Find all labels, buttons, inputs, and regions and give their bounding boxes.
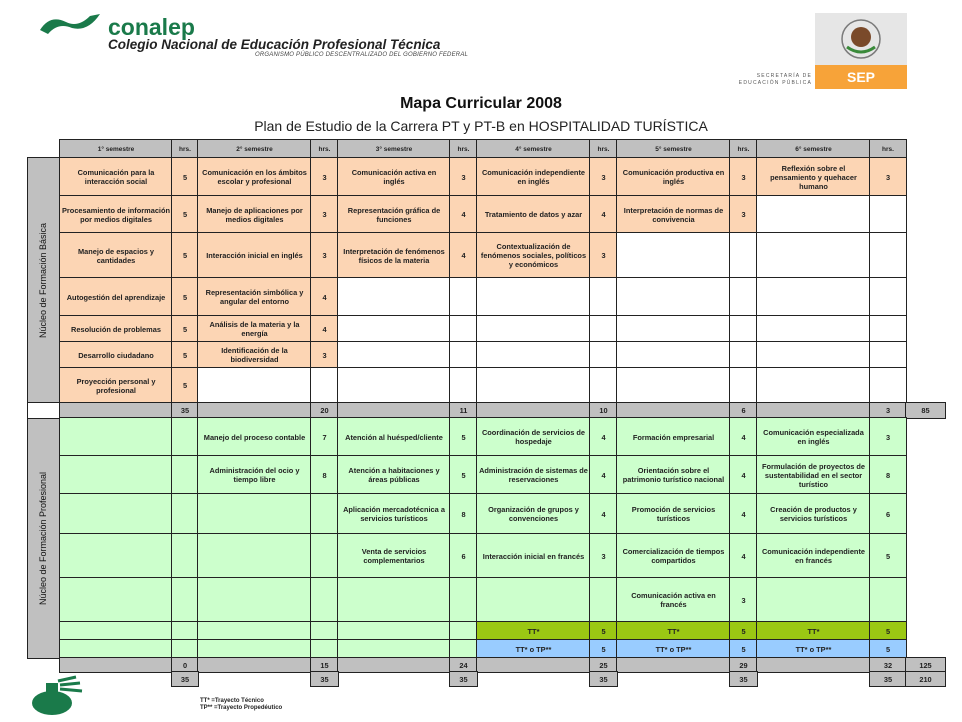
subtotal-spacer <box>477 658 590 672</box>
hours-cell: 5 <box>590 622 617 640</box>
hours-cell: 5 <box>870 534 906 578</box>
hours-cell: 8 <box>450 494 477 534</box>
empty-cell <box>617 316 730 342</box>
subject-cell: Comunicación productiva en inglés <box>617 158 730 196</box>
subtotal-spacer <box>757 658 870 672</box>
legend-tp: TP** =Trayecto Propedéutico <box>200 705 283 711</box>
hrs-header: hrs. <box>870 140 906 158</box>
semester-header: 5° semestre <box>617 140 730 158</box>
hours-cell: 7 <box>311 418 338 456</box>
empty-cell <box>870 578 906 622</box>
empty-cell <box>338 622 450 640</box>
empty-cell <box>870 278 906 316</box>
subject-cell: Administración de sistemas de reservaciones <box>477 456 590 494</box>
empty-cell <box>730 368 757 403</box>
semester-total-hours: 35 <box>450 672 477 686</box>
hours-cell: 3 <box>590 233 617 278</box>
empty-cell <box>172 640 198 658</box>
hours-cell: 5 <box>172 342 198 368</box>
empty-cell <box>311 494 338 534</box>
subject-cell: TT* <box>757 622 870 640</box>
empty-cell <box>450 368 477 403</box>
hours-cell: 5 <box>172 368 198 403</box>
empty-cell <box>60 622 172 640</box>
semester-header: 1° semestre <box>60 140 172 158</box>
empty-cell <box>338 278 450 316</box>
empty-cell <box>60 456 172 494</box>
empty-cell <box>172 456 198 494</box>
empty-cell <box>617 278 730 316</box>
hours-cell: 5 <box>730 640 757 658</box>
empty-cell <box>590 342 617 368</box>
empty-cell <box>870 316 906 342</box>
subject-cell: Representación gráfica de funciones <box>338 196 450 233</box>
subject-cell: Atención a habitaciones y áreas públicas <box>338 456 450 494</box>
subject-cell: Comunicación en los ámbitos escolar y profesional <box>198 158 311 196</box>
empty-cell <box>172 534 198 578</box>
subject-cell: Desarrollo ciudadano <box>60 342 172 368</box>
semester-header: 4° semestre <box>477 140 590 158</box>
hours-cell: 5 <box>450 456 477 494</box>
subject-cell: Manejo del proceso contable <box>198 418 311 456</box>
brand-name: conalep <box>108 14 195 40</box>
national-seal-icon <box>815 13 907 65</box>
hours-cell: 3 <box>730 196 757 233</box>
hours-cell: 3 <box>730 158 757 196</box>
subtotal-hours: 35 <box>172 403 198 418</box>
subject-cell: Resolución de problemas <box>60 316 172 342</box>
empty-cell <box>617 342 730 368</box>
empty-cell <box>757 316 870 342</box>
hours-cell: 5 <box>172 278 198 316</box>
hours-cell: 3 <box>450 158 477 196</box>
empty-cell <box>870 233 906 278</box>
empty-cell <box>590 316 617 342</box>
empty-cell <box>338 316 450 342</box>
empty-cell <box>450 640 477 658</box>
sep-logo: SEP <box>815 65 907 89</box>
hours-cell: 3 <box>590 534 617 578</box>
subtotal-hours: 32 <box>870 658 906 672</box>
empty-cell <box>757 196 870 233</box>
basic-section-label-text: Núcleo de Formación Básica <box>38 222 49 339</box>
hours-cell: 5 <box>590 640 617 658</box>
hours-cell: 4 <box>450 233 477 278</box>
hours-cell: 4 <box>590 418 617 456</box>
empty-cell <box>617 233 730 278</box>
hours-cell: 4 <box>450 196 477 233</box>
empty-cell <box>477 316 590 342</box>
empty-cell <box>450 316 477 342</box>
empty-cell <box>311 622 338 640</box>
subject-cell: Tratamiento de datos y azar <box>477 196 590 233</box>
empty-cell <box>477 578 590 622</box>
hours-cell: 3 <box>870 158 906 196</box>
subject-cell: Venta de servicios complementarios <box>338 534 450 578</box>
subject-cell: Interacción inicial en francés <box>477 534 590 578</box>
hours-cell: 3 <box>730 578 757 622</box>
subject-cell: Análisis de la materia y la energía <box>198 316 311 342</box>
empty-cell <box>338 640 450 658</box>
hrs-header: hrs. <box>311 140 338 158</box>
hours-cell: 6 <box>870 494 906 534</box>
hours-cell: 5 <box>172 196 198 233</box>
subject-cell: Comunicación para la interacción social <box>60 158 172 196</box>
empty-cell <box>198 640 311 658</box>
hours-cell: 3 <box>311 342 338 368</box>
subtotal-hours: 25 <box>590 658 617 672</box>
college-name: Colegio Nacional de Educación Profesional Técnica <box>108 37 441 52</box>
hours-cell: 4 <box>311 278 338 316</box>
page-subtitle: Plan de Estudio de la Carrera PT y PT-B en HOSPITALIDAD TURÍSTICA <box>254 118 708 134</box>
empty-cell <box>477 342 590 368</box>
hours-cell: 5 <box>172 158 198 196</box>
empty-cell <box>757 578 870 622</box>
hours-cell: 4 <box>730 418 757 456</box>
subject-cell: Comunicación activa en inglés <box>338 158 450 196</box>
subject-cell: Interpretación de fenómenos físicos de la materia <box>338 233 450 278</box>
hours-cell: 4 <box>311 316 338 342</box>
semester-header: 3° semestre <box>338 140 450 158</box>
empty-cell <box>730 233 757 278</box>
empty-cell <box>60 494 172 534</box>
empty-cell <box>870 368 906 403</box>
hours-cell: 4 <box>730 494 757 534</box>
subtotal-hours: 3 <box>870 403 906 418</box>
hours-cell: 5 <box>172 233 198 278</box>
subtotal-spacer <box>338 658 450 672</box>
hours-cell: 4 <box>590 494 617 534</box>
empty-cell <box>311 578 338 622</box>
subtotal-hours: 15 <box>311 658 338 672</box>
subject-cell: Coordinación de servicios de hospedaje <box>477 418 590 456</box>
page-title: Mapa Curricular 2008 <box>400 95 562 112</box>
empty-cell <box>590 278 617 316</box>
subtotal-spacer <box>617 403 730 418</box>
hours-cell: 3 <box>870 418 906 456</box>
subject-cell: Interacción inicial en inglés <box>198 233 311 278</box>
hours-cell: 3 <box>311 158 338 196</box>
empty-cell <box>338 368 450 403</box>
hrs-header: hrs. <box>730 140 757 158</box>
subject-cell: TT* o TP** <box>477 640 590 658</box>
subtotal-hours: 11 <box>450 403 477 418</box>
hours-cell: 5 <box>730 622 757 640</box>
empty-cell <box>477 278 590 316</box>
hours-cell: 5 <box>172 316 198 342</box>
subtotal-hours: 24 <box>450 658 477 672</box>
hours-cell: 6 <box>450 534 477 578</box>
empty-cell <box>28 403 60 418</box>
subtotal-spacer <box>60 658 172 672</box>
professional-section-label <box>28 418 60 658</box>
hours-cell: 3 <box>590 158 617 196</box>
subject-cell: Formulación de proyectos de sustentabilidad en el sector turístico <box>757 456 870 494</box>
empty-cell <box>172 494 198 534</box>
empty-cell <box>198 534 311 578</box>
empty-cell <box>198 622 311 640</box>
semester-total-hours: 35 <box>311 672 338 686</box>
semester-total-hours: 35 <box>870 672 906 686</box>
empty-cell <box>311 368 338 403</box>
subject-cell: Organización de grupos y convenciones <box>477 494 590 534</box>
subject-cell: Manejo de aplicaciones por medios digitales <box>198 196 311 233</box>
empty-cell <box>60 640 172 658</box>
hours-cell: 4 <box>590 456 617 494</box>
subject-cell: Identificación de la biodiversidad <box>198 342 311 368</box>
empty-cell <box>172 578 198 622</box>
hours-cell: 8 <box>870 456 906 494</box>
subtotal-spacer <box>60 403 172 418</box>
hours-cell: 5 <box>870 622 906 640</box>
empty-cell <box>730 278 757 316</box>
conalep-logo-icon <box>38 10 104 38</box>
hrs-header: hrs. <box>450 140 477 158</box>
semester-header: 2° semestre <box>198 140 311 158</box>
hours-cell: 4 <box>590 196 617 233</box>
empty-cell <box>590 578 617 622</box>
empty-cell <box>198 578 311 622</box>
empty-cell <box>730 342 757 368</box>
hours-cell: 8 <box>311 456 338 494</box>
grand-total-hours: 210 <box>906 672 945 686</box>
hours-cell: 5 <box>450 418 477 456</box>
subject-cell: Manejo de espacios y cantidades <box>60 233 172 278</box>
subject-cell: Aplicación mercadotécnica a servicios turísticos <box>338 494 450 534</box>
secretaria-line1: SECRETARÍA DE <box>756 73 812 79</box>
subject-cell: Formación empresarial <box>617 418 730 456</box>
organism-text: ORGANISMO PÚBLICO DESCENTRALIZADO DEL GOBIERNO FEDERAL <box>255 52 469 58</box>
subject-cell: Comunicación independiente en inglés <box>477 158 590 196</box>
empty-cell <box>870 196 906 233</box>
empty-cell <box>198 368 311 403</box>
semester-total-hours: 35 <box>590 672 617 686</box>
subtotal-hours: 6 <box>730 403 757 418</box>
professional-total-hours: 125 <box>906 658 945 672</box>
empty-cell <box>450 278 477 316</box>
subject-cell: Promoción de servicios turísticos <box>617 494 730 534</box>
hours-cell: 3 <box>311 196 338 233</box>
empty-cell <box>870 342 906 368</box>
legend <box>200 698 282 712</box>
subtotal-spacer <box>617 658 730 672</box>
conalep-emblem-icon <box>30 675 85 717</box>
subtotal-spacer <box>477 403 590 418</box>
subject-cell: Autogestión del aprendizaje <box>60 278 172 316</box>
empty-cell <box>172 622 198 640</box>
hrs-header: hrs. <box>590 140 617 158</box>
semester-header: 6° semestre <box>757 140 870 158</box>
subject-cell: TT* o TP** <box>757 640 870 658</box>
hours-cell: 4 <box>730 456 757 494</box>
empty-cell <box>757 368 870 403</box>
subtotal-spacer <box>198 403 311 418</box>
subject-cell: Orientación sobre el patrimonio turístico nacional <box>617 456 730 494</box>
semester-total-hours: 35 <box>172 672 198 686</box>
empty-cell <box>590 368 617 403</box>
empty-cell <box>617 368 730 403</box>
empty-cell <box>757 342 870 368</box>
subject-cell: Comunicación activa en francés <box>617 578 730 622</box>
hrs-header: hrs. <box>172 140 198 158</box>
legend-tt: TT* =Trayecto Técnico <box>200 698 264 704</box>
empty-cell <box>450 622 477 640</box>
empty-cell <box>450 342 477 368</box>
subject-cell: TT* o TP** <box>617 640 730 658</box>
semester-total-hours: 35 <box>730 672 757 686</box>
empty-cell <box>60 534 172 578</box>
empty-cell <box>757 278 870 316</box>
basic-total-hours: 85 <box>906 403 945 418</box>
subtotal-spacer <box>198 658 311 672</box>
subject-cell: Creación de productos y servicios turísticos <box>757 494 870 534</box>
subtotal-hours: 20 <box>311 403 338 418</box>
empty-cell <box>198 494 311 534</box>
hours-cell: 3 <box>311 233 338 278</box>
subject-cell: Comunicación independiente en francés <box>757 534 870 578</box>
empty-cell <box>757 233 870 278</box>
empty-cell <box>60 578 172 622</box>
empty-cell <box>338 342 450 368</box>
empty-cell <box>338 578 450 622</box>
subject-cell: Reflexión sobre el pensamiento y quehacer humano <box>757 158 870 196</box>
subtotal-hours: 10 <box>590 403 617 418</box>
subject-cell: Procesamiento de información por medios digitales <box>60 196 172 233</box>
subject-cell: Contextualización de fenómenos sociales, políticos y económicos <box>477 233 590 278</box>
subtotal-hours: 29 <box>730 658 757 672</box>
subtotal-spacer <box>757 403 870 418</box>
empty-cell <box>172 418 198 456</box>
subtotal-hours: 0 <box>172 658 198 672</box>
empty-cell <box>477 368 590 403</box>
subject-cell: Administración del ocio y tiempo libre <box>198 456 311 494</box>
subject-cell: Interpretación de normas de convivencia <box>617 196 730 233</box>
hours-cell: 4 <box>730 534 757 578</box>
basic-section-label <box>28 158 60 403</box>
subtotal-spacer <box>338 403 450 418</box>
hours-cell: 5 <box>870 640 906 658</box>
empty-cell <box>450 578 477 622</box>
subject-cell: TT* <box>477 622 590 640</box>
subject-cell: TT* <box>617 622 730 640</box>
subject-cell: Comunicación especializada en inglés <box>757 418 870 456</box>
curriculum-table <box>28 140 945 686</box>
empty-cell <box>730 316 757 342</box>
subject-cell: Comercialización de tiempos compartidos <box>617 534 730 578</box>
empty-cell <box>60 418 172 456</box>
subject-cell: Atención al huésped/cliente <box>338 418 450 456</box>
empty-cell <box>311 640 338 658</box>
empty-cell <box>311 534 338 578</box>
subject-cell: Proyección personal y profesional <box>60 368 172 403</box>
professional-section-label-text: Núcleo de Formación Profesional <box>38 471 49 605</box>
subject-cell: Representación simbólica y angular del entorno <box>198 278 311 316</box>
secretaria-line2: EDUCACIÓN PÚBLICA <box>738 80 812 86</box>
secretaria-text <box>712 73 812 87</box>
